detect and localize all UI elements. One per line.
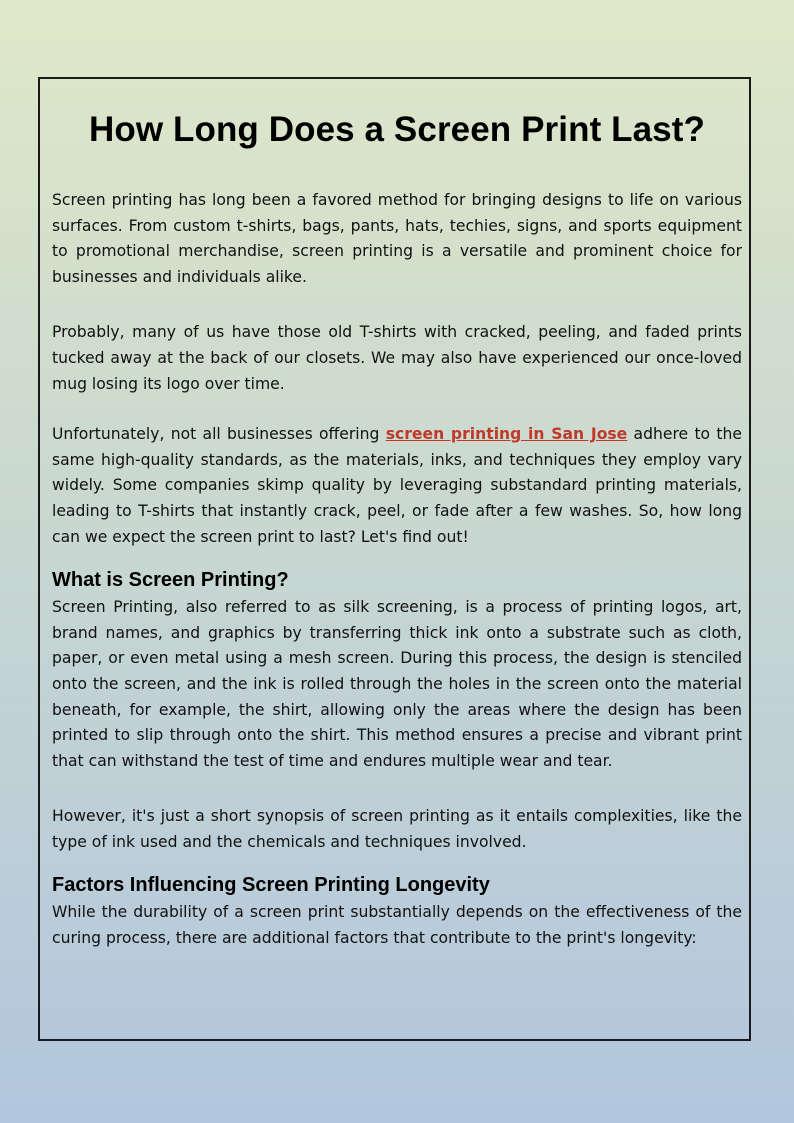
page-title: How Long Does a Screen Print Last?: [88, 110, 705, 149]
intro-paragraph-2: Probably, many of us have those old T-shirts with cracked, peeling, and faded prints tucked away at the back of our closets. We may also have experienced our once-loved mug losing its logo over time.: [52, 323, 742, 393]
intro-paragraph-3: [52, 422, 742, 550]
section1-paragraph-2: However, it's just a short synopsis of screen printing as it entails complexities, like the type of ink used and the chemicals and techniques involved.: [52, 807, 742, 851]
section1-paragraph-1: Screen Printing, also referred to as silk screening, is a process of printing logos, art, brand names, and graphics by transferring thick ink onto a substrate such as cloth, paper, or even metal using a mesh screen. During this process, the design is stenciled onto the screen, and the ink is rolled through the holes in the screen onto the material beneath, for example, the shirt, allowing only the areas where the design has been printed to slip through onto the shirt. This method ensures a precise and vibrant print that can withstand the test of time and endures multiple wear and tear.: [52, 598, 742, 770]
section-heading-what-is-screen-printing: What is Screen Printing?: [52, 569, 289, 592]
section2-paragraph-1: While the durability of a screen print substantially depends on the effectiveness of the curing process, there are additional factors that contribute to the print's longevity:: [52, 903, 742, 948]
intro-paragraph-3-lead: Unfortunately, not all businesses offering: [52, 425, 386, 444]
screen-printing-san-jose-link[interactable]: screen printing in San Jose: [385, 425, 628, 444]
intro-paragraph-3-tail: adhere to the same high-quality standards, as the materials, inks, and techniques they employ vary widely. Some companies skimp quality by leveraging substandard printing materials, leading to T-shirts that instantly crack, peel, or fade after a few washes. So, how long can we expect the screen print to last? Let's find out!: [52, 425, 742, 546]
intro-paragraph-1: Screen printing has long been a favored method for bringing designs to life on various surfaces. From custom t-shirts, bags, pants, hats, techies, signs, and sports equipment to promotional merchandise, screen printing is a versatile and prominent choice for businesses and individuals alike.: [52, 191, 742, 286]
article-body: [52, 108, 742, 952]
section-heading-factors-longevity: Factors Influencing Screen Printing Longevity: [52, 874, 490, 897]
